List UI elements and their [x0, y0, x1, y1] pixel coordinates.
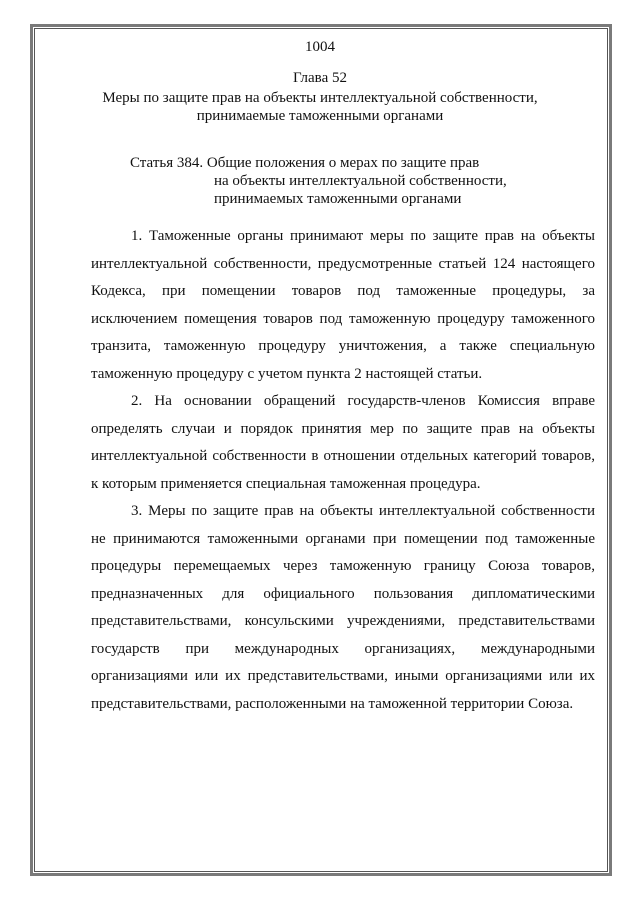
paragraph-2: 2. На основании обращений государств-членов Комиссия вправе определять случаи и порядок принятия мер по защите прав на объекты интеллектуальной собственности в отношении отдельных категорий товаров, к которым применяется специальная таможенная процедура.	[91, 393, 595, 492]
paragraph-1: 1. Таможенные органы принимают меры по защите прав на объекты интеллектуальной собственности, предусмотренные статьей 124 настоящего Кодекса, при помещении товаров под таможенные процедуры, за исключением помещения товаров под таможенную процедуру таможенного транзита, таможенную процедуру уничтожения, а также специальную таможенную процедуру с учетом пункта 2 настоящей статьи.	[91, 228, 595, 382]
chapter-title	[40, 89, 600, 125]
chapter-label: Глава 52	[293, 70, 347, 86]
article-body	[91, 223, 595, 718]
article-heading-line: Статья 384. Общие положения о мерах по защите прав	[130, 155, 480, 171]
article-heading-line: на объекты интеллектуальной собственности,	[214, 173, 507, 189]
article-heading-line: принимаемых таможенными органами	[214, 191, 462, 207]
page-number: 1004	[305, 39, 335, 55]
article-heading	[130, 154, 600, 208]
chapter-title-line: принимаемые таможенными органами	[196, 108, 444, 124]
chapter-title-line: Меры по защите прав на объекты интеллектуальной собственности,	[102, 90, 538, 106]
paragraph-3: 3. Меры по защите прав на объекты интеллектуальной собственности не принимаются таможенными органами при помещении под таможенные процедуры перемещаемых через таможенную границу Союза товаров, предназначенных для официального пользования дипломатическими представительствами, консульскими учреждениями, представительствами государств при международных организациях, международными организациями или их представительствами, иными организациями или их представительствами, расположенными на таможенной территории Союза.	[91, 503, 595, 712]
